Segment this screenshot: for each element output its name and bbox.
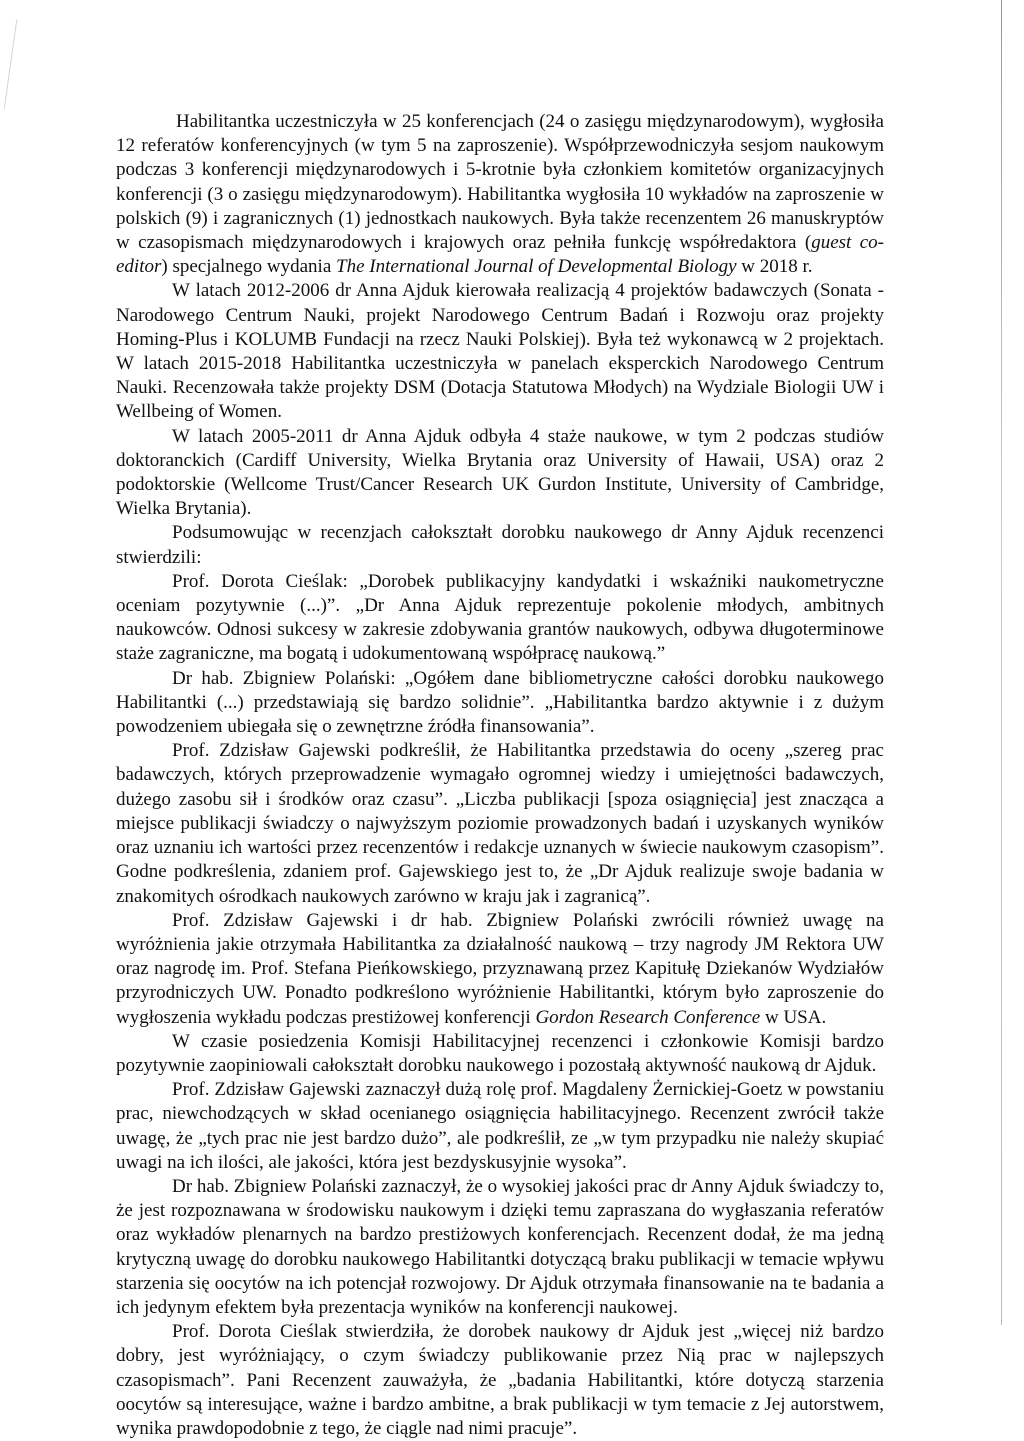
paragraph-review-gajewski-2 — [116, 1078, 884, 1175]
text-run: Prof. Zdzisław Gajewski zaznaczył dużą rolę prof. Magdaleny Żernickiej-Goetz w powstaniu prac, niewchodzących w skład ocenianego osiągnięcia habilitacyjnego. Recenzent zwrócił także uwagę, że „tych prac nie jest bardzo dużo”, ale podkreślił, ze „w tym przypadku nie należy skupiać uwagi na ich ilości, ale jakości, która jest bezdyskusyjnie wysoka”. — [116, 1079, 884, 1173]
paragraph-review-polanski-2 — [116, 1175, 884, 1320]
text-run: W czasie posiedzenia Komisji Habilitacyjnej recenzenci i członkowie Komisji bardzo pozytywnie zaopiniowali całokształt dorobku naukowego i pozostałą aktywność naukową dr Ajduk. — [116, 1030, 884, 1076]
document-page — [116, 110, 884, 1441]
text-run: Dr hab. Zbigniew Polański zaznaczył, że o wysokiej jakości prac dr Anny Ajduk świadczy to, że jest rozpoznawana w środowisku naukowym i dzięki temu zapraszana do wygłaszania referatów oraz wykładów plenarnych na bardzo prestiżowych konferencjach. Recenzent dodał, że ma jedną krytyczną uwagę do dorobku naukowego Habilitantki dotyczącą braku publikacji w temacie wpływu starzenia się oocytów na ich potencjał rozwojowy. Dr Ajduk otrzymała finansowanie na te badania a ich jedynym efektem była prezentacja wyników na konferencji naukowej. — [116, 1175, 884, 1318]
scan-page-edge — [1001, 0, 1002, 1325]
text-run: Podsumowując w recenzjach całokształt dorobku naukowego dr Anny Ajduk recenzenci stwierdzili: — [116, 522, 884, 568]
text-run: w 2018 r. — [736, 256, 813, 278]
text-run: Prof. Zdzisław Gajewski podkreślił, że Habilitantka przedstawia do oceny „szereg prac badawczych, których przeprowadzenie wymagało ogromnej wiedzy i umiejętności badawczych, dużego zasobu sił i środków oraz czasu”. „Liczba publikacji [spoza osiągnięcia] jest znacząca a miejsce publikacji świadczy o najwyższym poziomie prowadzonych badań i uzyskanych wyników oraz uznaniu ich wartości przez recenzentów i redakcje uznanych w świecie naukowym czasopism”. Godne podkreślenia, zdaniem prof. Gajewskiego jest to, że „Dr Ajduk realizuje swoje badania w znakomitych ośrodkach naukowych zarówno w kraju jak i zagranicą”. — [116, 740, 884, 907]
text-run: Prof. Zdzisław Gajewski i dr hab. Zbigniew Polański zwrócili również uwagę na wyróżnienia jakie otrzymała Habilitantka za działalność naukową – trzy nagrody JM Rektora UW oraz nagrodę im. Prof. Stefana Pieńkowskiego, przyznawaną przez Kapitułę Dziekanów Wydziałów przyrodniczych UW. Ponadto podkreślono wyróżnienie Habilitantki, którym było zaproszenie do wygłoszenia wykładu podczas prestiżowej konferencji — [116, 909, 884, 1028]
paragraph-review-cieslak-1 — [116, 570, 884, 667]
text-run: ) specjalnego wydania — [161, 256, 337, 278]
scan-artifact-mark — [4, 19, 31, 110]
text-run: Prof. Dorota Cieślak stwierdziła, że dorobek naukowy dr Ajduk jest „więcej niż bardzo dobry, jest wyróżniający, o czym świadczy publikowanie przez Nią prac w najlepszych czasopismach”. Pani Recenzent zauważyła, że „badania Habilitantki, które dotyczą starzenia oocytów są interesujące, ważne i bardzo ambitne, a brak publikacji w tym temacie z Jej autorstwem, wynika prawdopodobnie z tego, że ciągle nad nimi pracuje”. — [116, 1321, 884, 1439]
text-run: Habilitantka uczestniczyła w 25 konferencjach (24 o zasięgu międzynarodowym), wygłosiła 12 referatów konferencyjnych (w tym 5 na zaproszenie). Współprzewodniczyła sesjom naukowym podczas 3 konferencji międzynarodowych i 5-krotnie była członkiem komitetów organizacyjnych konferencji (3 o zasięgu międzynarodowym). Habilitantka wygłosiła 10 wykładów na zaproszenie w polskich (9) i zagranicznych (1) jednostkach naukowych. Była także recenzentem 26 manuskryptów w czasopismach międzynarodowych i krajowych oraz pełniła funkcję współredaktora ( — [116, 111, 884, 254]
text-run: W latach 2012-2006 dr Anna Ajduk kierowała realizacją 4 projektów badawczych (Sonata - Narodowego Centrum Nauki, projekt Narodowego Centrum Badań i Rozwoju oraz projekty Homing-Plus i KOLUMB Fundacji na rzecz Nauki Polskiej). Była też wykonawcą w 2 projektach. W latach 2015-2018 Habilitantka uczestniczyła w panelach eksperckich Narodowego Centrum Nauki. Recenzowała także projekty DSM (Dotacja Statutowa Młodych) na Wydziale Biologii UW i Wellbeing of Women. — [116, 280, 884, 423]
italic-text-run: guest co-editor — [116, 232, 884, 278]
paragraph-awards — [116, 909, 884, 1030]
paragraph-commission — [116, 1030, 884, 1078]
text-run: W latach 2005-2011 dr Anna Ajduk odbyła 4 staże naukowe, w tym 2 podczas studiów doktoranckich (Cardiff University, Wielka Brytania oraz University of Hawaii, USA) oraz 2 podoktorskie (Wellcome Trust/Cancer Research UK Gurdon Institute, University of Cambridge, Wielka Brytania). — [116, 425, 884, 520]
paragraph-projects — [116, 279, 884, 424]
paragraph-conferences — [116, 110, 884, 279]
paragraph-internships — [116, 425, 884, 522]
italic-text-run: Gordon Research Conference — [535, 1006, 761, 1028]
paragraph-review-gajewski-1 — [116, 739, 884, 908]
paragraph-review-cieslak-2 — [116, 1320, 884, 1441]
text-run: w USA. — [760, 1006, 827, 1028]
text-run: Dr hab. Zbigniew Polański: „Ogółem dane bibliometryczne całości dorobku naukowego Habilitantki (...) przedstawiają się bardzo solidnie”. „Habilitantka bardzo aktywnie i z dużym powodzeniem ubiegała się o zewnętrzne źródła finansowania”. — [116, 667, 884, 738]
paragraph-summary-intro — [116, 521, 884, 569]
italic-text-run: The International Journal of Developmental Biology — [336, 256, 737, 278]
paragraph-review-polanski-1 — [116, 667, 884, 740]
text-run: Prof. Dorota Cieślak: „Dorobek publikacyjny kandydatki i wskaźniki naukometryczne oceniam pozytywnie (...)”. „Dr Anna Ajduk reprezentuje pokolenie młodych, ambitnych naukowców. Odnosi sukcesy w zakresie zdobywania grantów naukowych, odbywa długoterminowe staże zagraniczne, ma bogatą i udokumentowaną współpracę naukową.” — [116, 570, 884, 665]
